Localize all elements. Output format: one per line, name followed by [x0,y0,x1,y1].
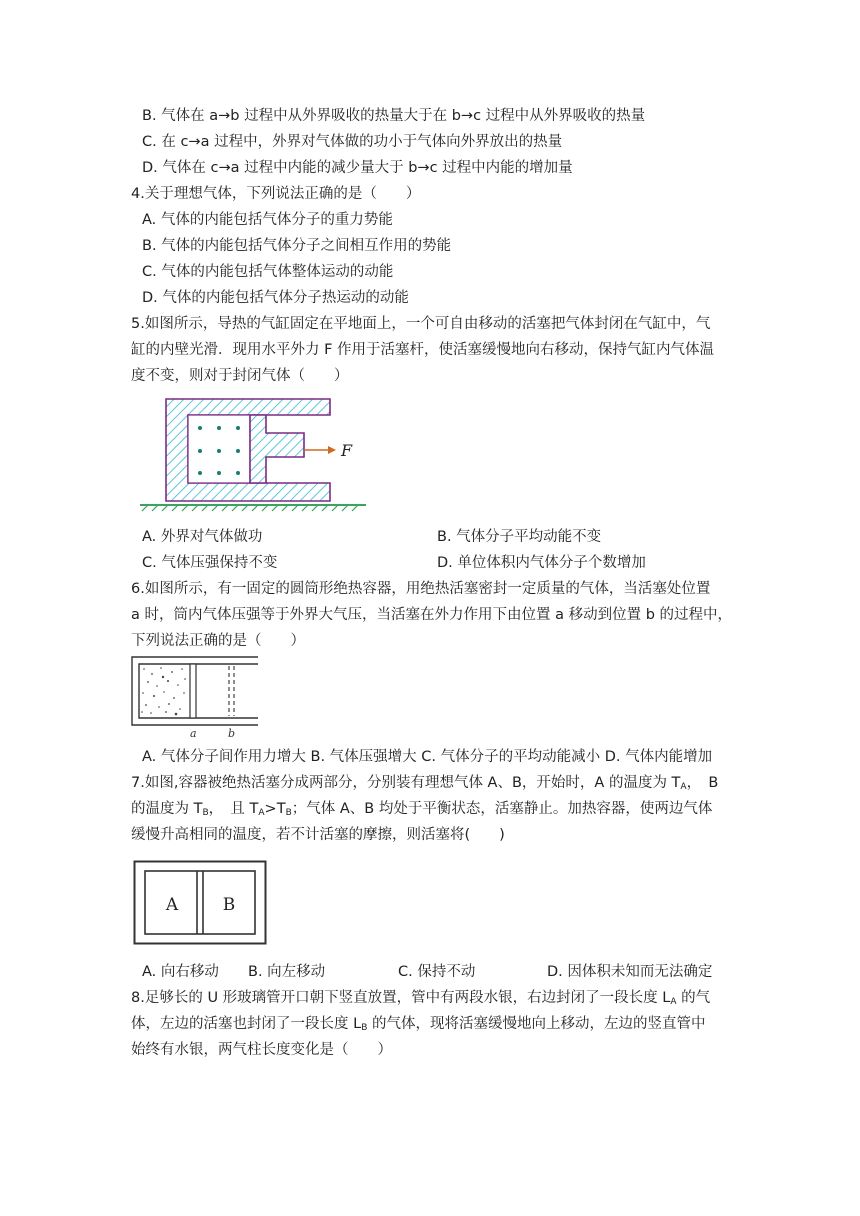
q8-stem-line1: 8.足够长的 U 形玻璃管开口朝下竖直放置，管中有两段水银，右边封闭了一段长度 $L_A$ 的气 [131,990,711,1007]
q5-option-d: D. 单位体积内气体分子个数增加 [437,555,646,571]
q5-cylinder-figure [138,395,370,513]
q6-stem-line2: a 时，筒内气体压强等于外界大气压，当活塞在外力作用下由位置 a 移动到位置 b 的过程中， [131,607,733,623]
q3-option-c: C. 在 c→a 过程中，外界对气体做的功小于气体向外界放出的热量 [142,134,563,150]
label-b: b [228,727,236,740]
box-a-label: A [165,895,179,915]
q6-stem-line3: 下列说法正确的是（ ） [131,633,305,649]
q6-options: A. 气体分子间作用力增大 B. 气体压强增大 C. 气体分子的平均动能减小 D. 气体内能增加 [142,749,713,765]
q3-option-d: D. 气体在 c→a 过程中内能的减少量大于 b→c 过程中内能的增加量 [142,160,573,176]
q4-option-b: B. 气体的内能包括气体分子之间相互作用的势能 [142,238,452,254]
force-label: F [341,441,353,460]
q5-option-a: A. 外界对气体做功 [142,529,263,545]
q4-stem: 4.关于理想气体，下列说法正确的是（ ） [131,186,421,202]
q5-stem-line3: 度不变，则对于封闭气体（ ） [131,368,349,384]
q7-stem-line1: 7.如图,容器被绝热活塞分成两部分，分别装有理想气体 A、B，开始时，A 的温度为 $T_A$， B [131,775,719,792]
q7-option-d: D. 因体积未知而无法确定 [547,964,713,980]
q8-stem-line3: 始终有水银，两气柱长度变化是（ ） [131,1042,392,1058]
q3-option-b: B. 气体在 a→b 过程中从外界吸收的热量大于在 b→c 过程中从外界吸收的热量 [142,108,646,124]
q7-option-a: A. 向右移动 [142,964,219,980]
q7-stem-line2: 的温度为 $T_B$， 且 $T_A>T_B$；气体 A、B 均处于平衡状态，活塞静止。加热容器，使两边气体 [131,801,713,818]
q4-option-a: A. 气体的内能包括气体分子的重力势能 [142,212,393,228]
q7-option-c: C. 保持不动 [398,964,476,980]
q6-cylinder-figure [130,655,265,741]
q5-stem-line2: 缸的内壁光滑．现用水平外力 F 作用于活塞杆，使活塞缓慢地向右移动，保持气缸内气体温 [131,342,715,358]
q5-option-b: B. 气体分子平均动能不变 [437,529,602,545]
q4-option-c: C. 气体的内能包括气体整体运动的动能 [142,264,394,280]
label-a: a [190,727,197,740]
box-b-label: B [222,895,236,915]
q8-stem-line2: 体，左边的活塞也封闭了一段长度 $L_B$ 的气体，现将活塞缓慢地向上移动，左边的竖直管中 [131,1016,706,1033]
q5-stem-line1: 5.如图所示，导热的气缸固定在平地面上，一个可自由移动的活塞把气体封闭在气缸中，气 [131,316,711,332]
q6-stem-line1: 6.如图所示，有一固定的圆筒形绝热容器，用绝热活塞密封一定质量的气体，当活塞处位置 [131,581,711,597]
q7-option-b: B. 向左移动 [248,964,326,980]
q7-container-figure [133,860,267,946]
q7-stem-line3: 缓慢升高相同的温度，若不计活塞的摩擦，则活塞将( ) [131,827,505,843]
q5-option-c: C. 气体压强保持不变 [142,555,278,571]
q4-option-d: D. 气体的内能包括气体分子热运动的动能 [142,290,409,306]
